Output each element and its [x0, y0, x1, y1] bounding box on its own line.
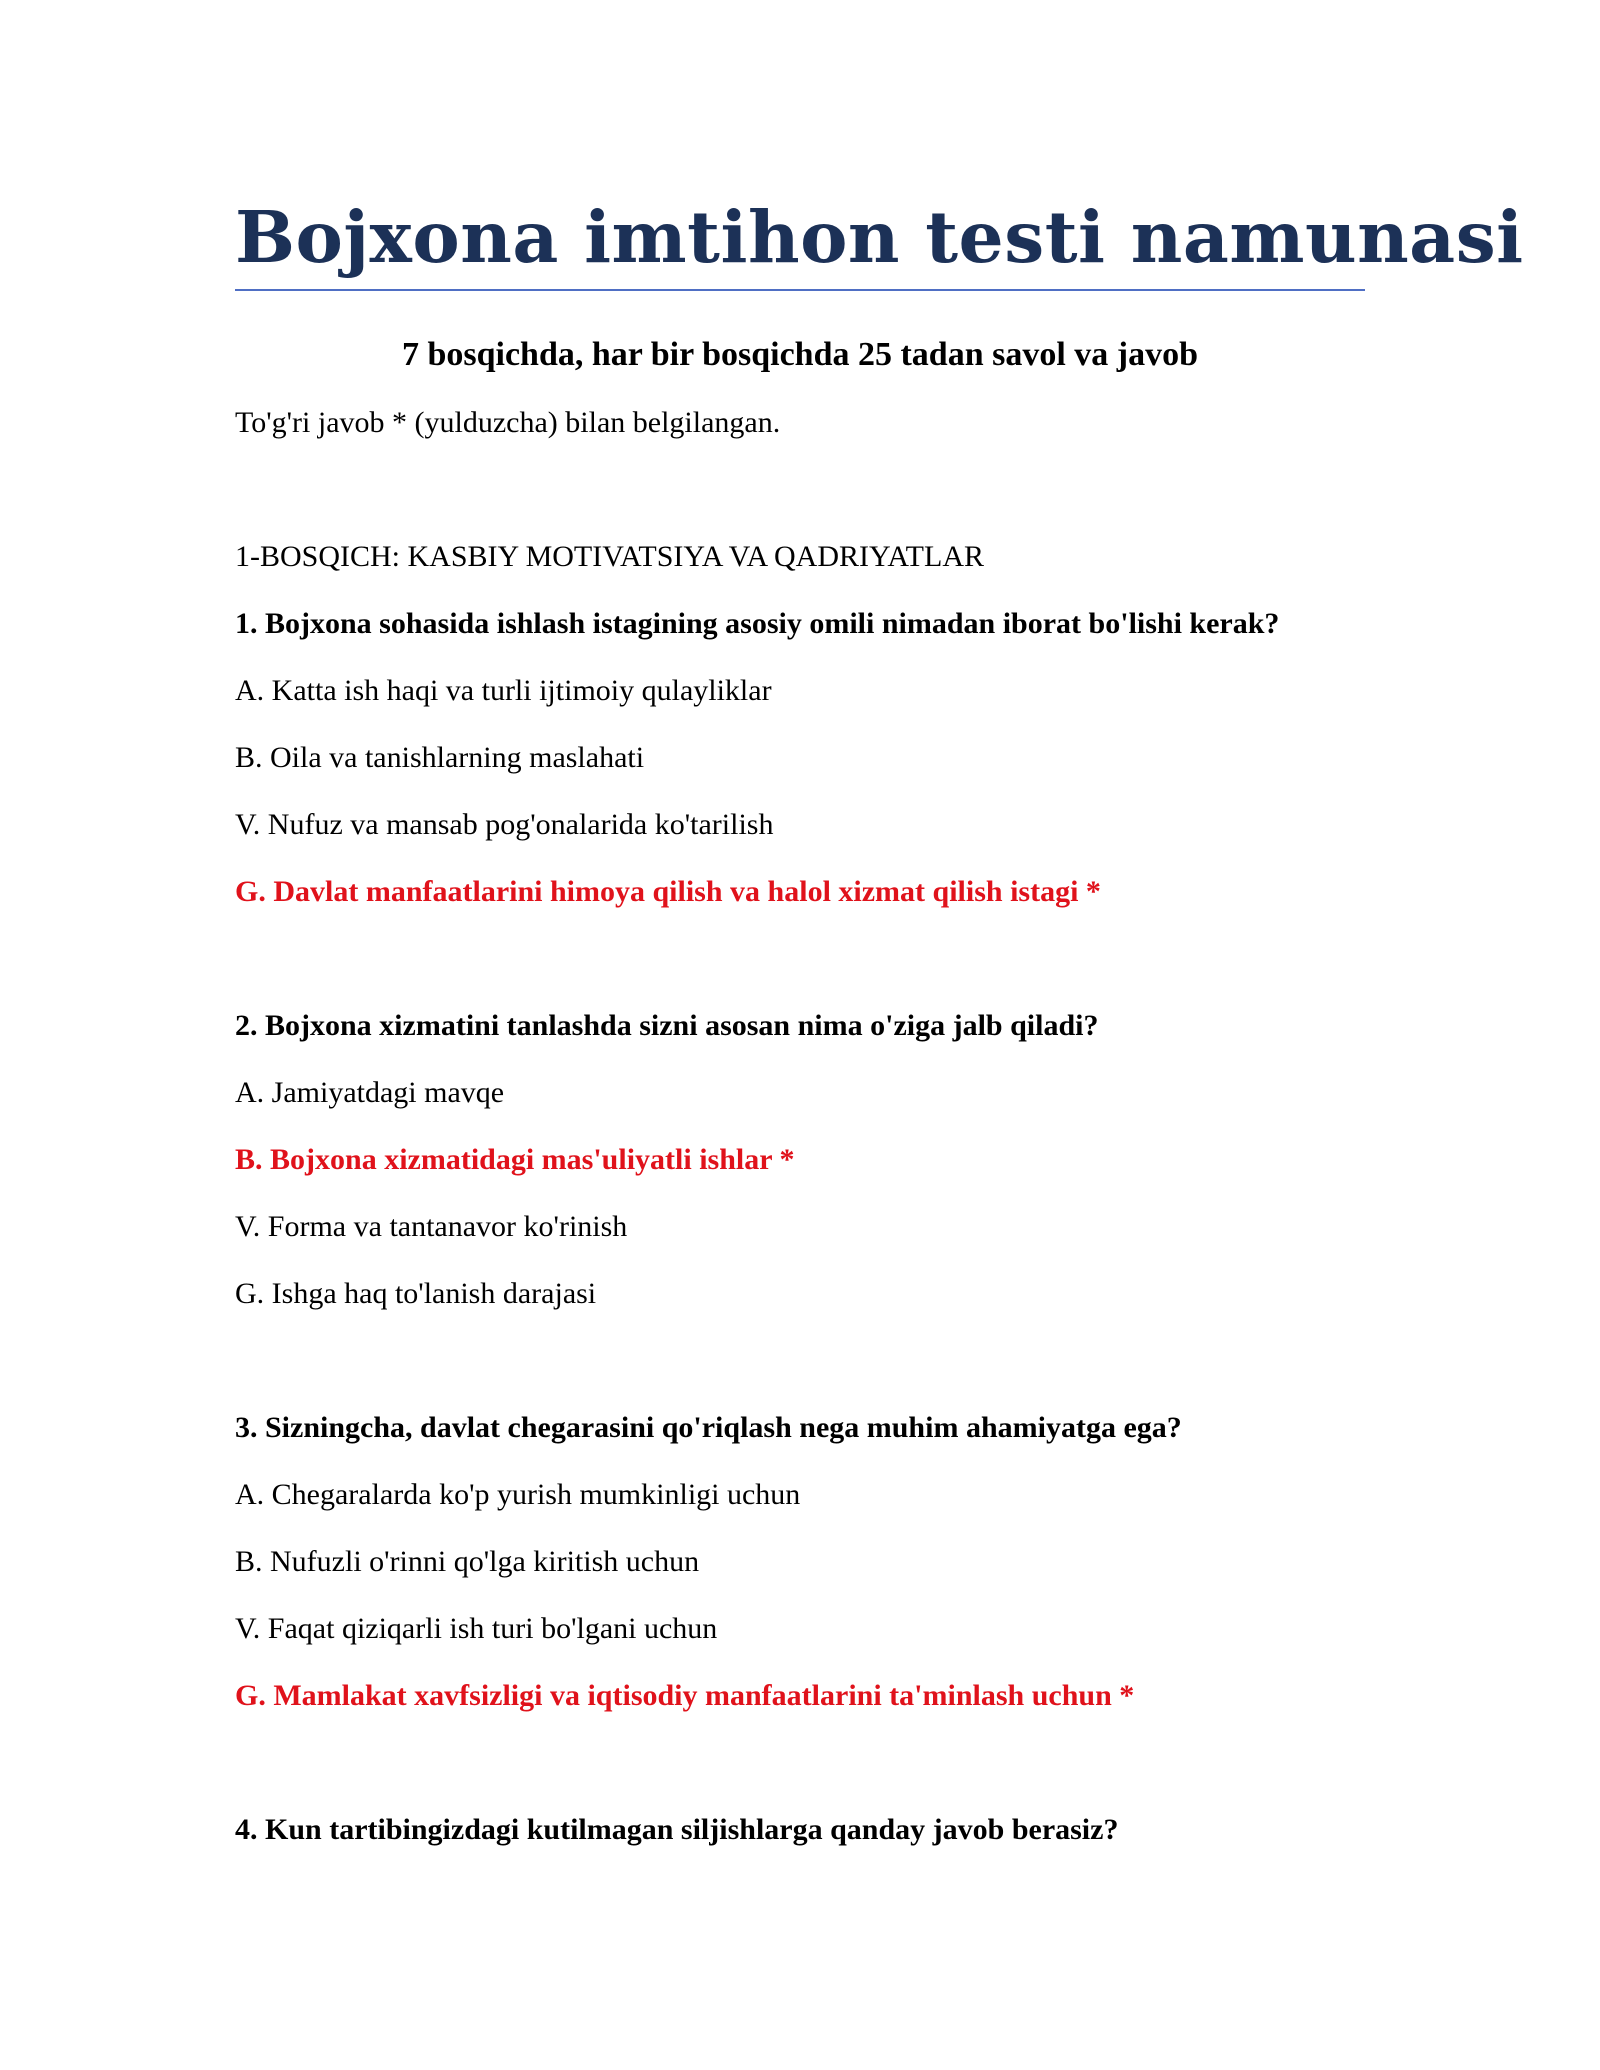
question-2-option-v: V. Forma va tantanavor ko'rinish — [235, 1210, 628, 1243]
title-underline — [235, 289, 1365, 291]
question-3-option-g-correct: G. Mamlakat xavfsizligi va iqtisodiy manfaatlarini ta'minlash uchun * — [235, 1679, 1135, 1712]
question-2-option-b-correct: B. Bojxona xizmatidagi mas'uliyatli ishlar * — [235, 1143, 795, 1176]
question-3-option-a: A. Chegaralarda ko'p yurish mumkinligi uchun — [235, 1478, 801, 1511]
question-2: 2. Bojxona xizmatini tanlashda sizni asosan nima o'ziga jalb qiladi? — [235, 1009, 1099, 1042]
question-2-option-a: A. Jamiyatdagi mavqe — [235, 1076, 505, 1109]
question-1-option-b: B. Oila va tanishlarning maslahati — [235, 741, 645, 774]
document-title: Bojxona imtihon testi namunasi — [235, 195, 1524, 279]
document-subtitle: 7 bosqichda, har bir bosqichda 25 tadan savol va javob — [401, 336, 1199, 373]
section-heading: 1-BOSQICH: KASBIY MOTIVATSIYA VA QADRIYATLAR — [235, 540, 984, 573]
question-1-option-a: A. Katta ish haqi va turli ijtimoiy qulayliklar — [235, 674, 772, 707]
question-3-option-v: V. Faqat qiziqarli ish turi bo'lgani uchun — [235, 1612, 718, 1645]
question-1-option-g-correct: G. Davlat manfaatlarini himoya qilish va halol xizmat qilish istagi * — [235, 875, 1101, 908]
question-4: 4. Kun tartibingizdagi kutilmagan siljishlarga qanday javob berasiz? — [235, 1813, 1119, 1846]
question-2-option-g: G. Ishga haq to'lanish darajasi — [235, 1277, 597, 1310]
question-3-option-b: B. Nufuzli o'rinni qo'lga kiritish uchun — [235, 1545, 700, 1578]
question-1: 1. Bojxona sohasida ishlash istagining asosiy omili nimadan iborat bo'lishi kerak? — [235, 607, 1280, 640]
answer-key-note: To'g'ri javob * (yulduzcha) bilan belgilangan. — [235, 406, 781, 439]
question-3: 3. Sizningcha, davlat chegarasini qo'riqlash nega muhim ahamiyatga ega? — [235, 1411, 1182, 1444]
question-1-option-v: V. Nufuz va mansab pog'onalarida ko'tarilish — [235, 808, 774, 841]
